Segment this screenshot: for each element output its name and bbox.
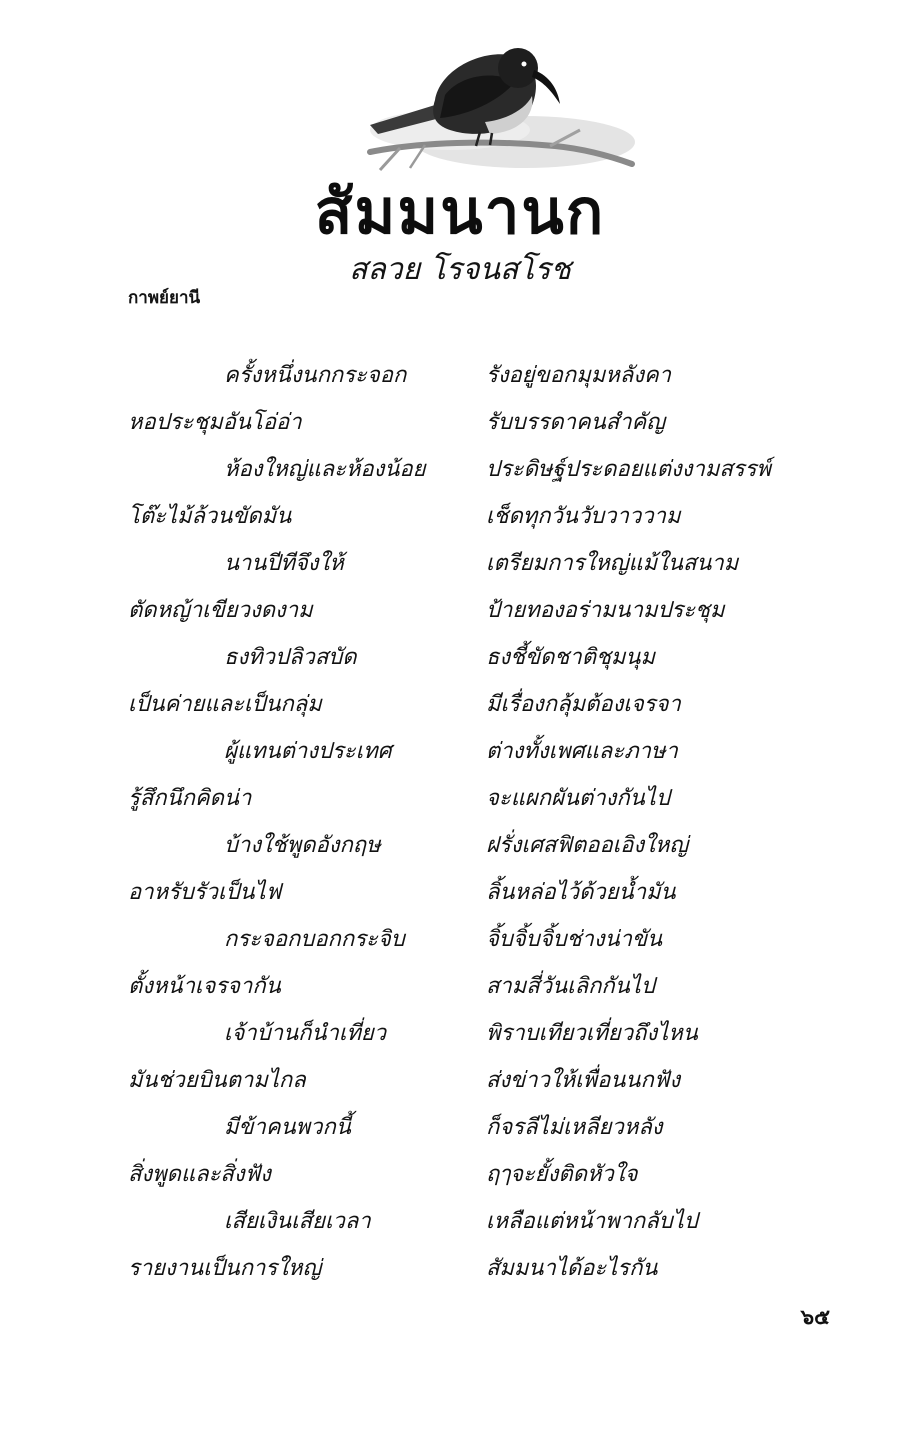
verse-first-half: ห้องใหญ่และห้องน้อย — [224, 457, 426, 482]
verse-second-half: ส่งข่าวให้เพื่อนนกฟัง — [486, 1068, 681, 1093]
verse-line — [0, 638, 920, 685]
verse-second-half: รับบรรดาคนสำคัญ — [486, 410, 666, 435]
verse-second-half: เช็ดทุกวันวับวาววาม — [486, 504, 681, 529]
verse-first-half: ตั้งหน้าเจรจากัน — [128, 974, 281, 999]
verse-second-half: ป้ายทองอร่ามนามประชุม — [486, 598, 725, 623]
verse-first-half: มันช่วยบินตามไกล — [128, 1068, 306, 1093]
verse-line — [0, 1155, 920, 1202]
verse-first-half: อาหรับรัวเป็นไฟ — [128, 880, 282, 905]
verse-second-half: ประดิษฐ์ประดอยแต่งงามสรรพ์ — [486, 457, 771, 482]
poem-body — [0, 356, 920, 1296]
verse-line — [0, 732, 920, 779]
verse-line — [0, 1108, 920, 1155]
verse-first-half: เสียเงินเสียเวลา — [224, 1209, 371, 1234]
poem-form-label: กาพย์ยานี — [128, 288, 201, 308]
verse-line — [0, 920, 920, 967]
verse-second-half: เตรียมการใหญ่แม้ในสนาม — [486, 551, 739, 576]
verse-second-half: ฝรั่งเศสฟิตออเอิงใหญ่ — [486, 833, 689, 858]
verse-second-half: ธงชี้ขัดชาติชุมนุม — [486, 645, 655, 670]
verse-first-half: รายงานเป็นการใหญ่ — [128, 1256, 322, 1281]
verse-first-half: ผู้แทนต่างประเทศ — [224, 739, 392, 764]
verse-second-half: ฤๅจะยั้งติดหัวใจ — [486, 1162, 638, 1187]
verse-second-half: จิ้บจิ้บจิ้บช่างน่าขัน — [486, 927, 663, 952]
verse-second-half: ต่างทั้งเพศและภาษา — [486, 739, 678, 764]
verse-line — [0, 779, 920, 826]
author-name: สลวย โรจนสโรช — [349, 252, 571, 287]
verse-first-half: บ้างใช้พูดอังกฤษ — [224, 833, 381, 858]
verse-line — [0, 356, 920, 403]
verse-first-half: สิ่งพูดและสิ่งฟัง — [128, 1162, 271, 1187]
verse-second-half: ก็จรลีไม่เหลียวหลัง — [486, 1115, 663, 1140]
verse-first-half: รู้สึกนึกคิดน่า — [128, 786, 252, 811]
verse-line — [0, 1061, 920, 1108]
page-title: สัมมนานก — [314, 175, 606, 248]
verse-line — [0, 403, 920, 450]
verse-line — [0, 1202, 920, 1249]
verse-line — [0, 967, 920, 1014]
bird-illustration-icon — [340, 30, 640, 190]
page-number: ๖๕ — [800, 1304, 830, 1329]
verse-second-half: สามสี่วันเลิกกันไป — [486, 974, 655, 999]
verse-line — [0, 1014, 920, 1061]
verse-second-half: รังอยู่ขอกมุมหลังคา — [486, 363, 672, 388]
verse-line — [0, 1249, 920, 1296]
verse-second-half: มีเรื่องกลุ้มต้องเจรจา — [486, 692, 681, 717]
verse-first-half: เป็นค่ายและเป็นกลุ่ม — [128, 692, 322, 717]
verse-line — [0, 544, 920, 591]
verse-first-half: เจ้าบ้านก็นำเที่ยว — [224, 1021, 387, 1046]
verse-line — [0, 826, 920, 873]
verse-first-half: ตัดหญ้าเขียวงดงาม — [128, 598, 313, 623]
verse-first-half: หอประชุมอันโอ่อ่า — [128, 410, 302, 435]
verse-first-half: มีข้าคนพวกนี้ — [224, 1115, 351, 1140]
verse-first-half: ธงทิวปลิวสบัด — [224, 645, 357, 670]
verse-second-half: ลิ้นหล่อไว้ด้วยน้ำมัน — [486, 880, 676, 905]
verse-second-half: จะแผกผันต่างกันไป — [486, 786, 670, 811]
verse-second-half: สัมมนาได้อะไรกัน — [486, 1256, 658, 1281]
verse-second-half: เหลือแต่หน้าพากลับไป — [486, 1209, 698, 1234]
verse-first-half: นานปีทีจึงให้ — [224, 551, 344, 576]
verse-first-half: โต๊ะไม้ล้วนขัดมัน — [128, 504, 292, 529]
verse-line — [0, 450, 920, 497]
verse-line — [0, 685, 920, 732]
verse-line — [0, 873, 920, 920]
verse-first-half: กระจอกบอกกระจิบ — [224, 927, 405, 952]
verse-line — [0, 591, 920, 638]
verse-second-half: พิราบเทียวเที่ยวถึงไหน — [486, 1021, 698, 1046]
verse-first-half: ครั้งหนึ่งนกกระจอก — [224, 363, 407, 388]
verse-line — [0, 497, 920, 544]
